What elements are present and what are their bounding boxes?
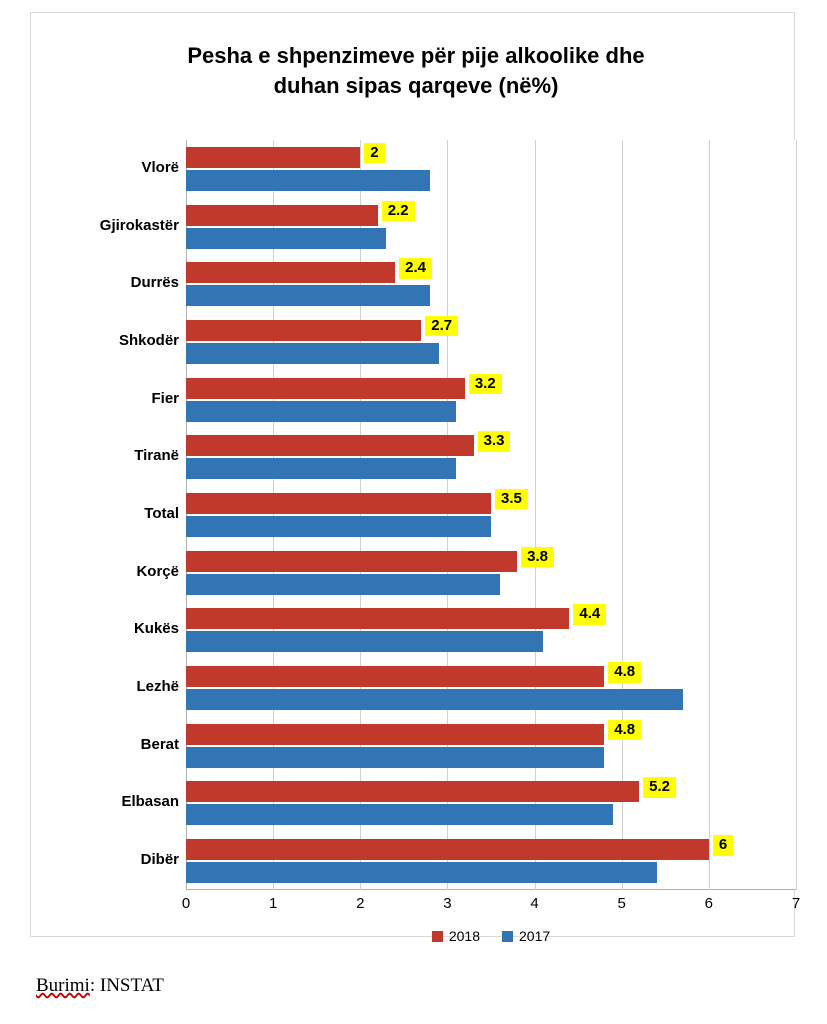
bar-value-label: 4.8 [608, 662, 641, 683]
bar-group [186, 198, 796, 256]
bar-2018 [186, 320, 421, 341]
legend-swatch [502, 931, 513, 942]
bar-2017 [186, 862, 657, 883]
bar-2018 [186, 378, 465, 399]
bar-2017 [186, 170, 430, 191]
bar-2017 [186, 228, 386, 249]
bar-2017 [186, 804, 613, 825]
bar-group [186, 832, 796, 890]
bar-value-label: 3.3 [478, 431, 511, 452]
bar-value-label: 2 [364, 143, 384, 164]
bar-value-label: 6 [713, 835, 733, 856]
x-tick-label: 1 [268, 895, 278, 912]
bar-group [186, 602, 796, 660]
bar-2017 [186, 574, 500, 595]
x-axis-tick-labels [181, 895, 801, 919]
category-label: Kukës [133, 620, 179, 638]
bar-2018 [186, 724, 604, 745]
source-label: Burimi [36, 975, 90, 996]
bar-group [186, 717, 796, 775]
legend-label: 2018 [448, 928, 480, 944]
bar-2018 [186, 551, 517, 572]
legend-swatch [432, 931, 443, 942]
bar-2018 [186, 608, 569, 629]
category-label: Berat [140, 735, 179, 753]
x-tick-label: 7 [791, 895, 801, 912]
x-tick-label: 6 [704, 895, 714, 912]
legend-item [432, 928, 480, 944]
bar-value-label: 4.8 [608, 720, 641, 741]
gridline [796, 140, 797, 890]
category-label: Gjirokastër [99, 216, 179, 234]
bar-group [186, 313, 796, 371]
chart-title-line-1: Pesha e shpenzimeve për pije alkoolike dhe [187, 43, 645, 68]
legend-item [502, 928, 550, 944]
bar-2018 [186, 839, 709, 860]
bar-group [186, 486, 796, 544]
legend-label: 2017 [519, 928, 551, 944]
bar-2017 [186, 285, 430, 306]
bar-2018 [186, 493, 491, 514]
bar-2018 [186, 262, 395, 283]
bar-value-label: 5.2 [643, 777, 676, 798]
chart-legend [186, 925, 796, 947]
bar-group [186, 544, 796, 602]
category-label: Lezhë [136, 678, 179, 696]
category-label: Tiranë [134, 447, 179, 465]
category-label: Total [144, 505, 179, 522]
x-tick-label: 3 [443, 895, 452, 912]
bar-value-label: 3.2 [469, 374, 502, 395]
category-label: Fier [151, 389, 179, 407]
bar-value-label: 2.4 [399, 258, 432, 279]
plot-area [186, 140, 796, 890]
chart-frame [30, 12, 801, 944]
bar-value-label: 3.8 [521, 547, 554, 568]
bar-2017 [186, 343, 439, 364]
x-tick-label: 5 [617, 895, 626, 912]
bar-group [186, 775, 796, 833]
category-axis-labels [41, 140, 179, 890]
bar-group [186, 428, 796, 486]
bar-value-label: 2.7 [425, 316, 458, 337]
bar-2017 [186, 631, 543, 652]
bar-2018 [186, 666, 604, 687]
x-tick-label: 0 [181, 895, 191, 912]
bar-2017 [186, 458, 456, 479]
bar-2017 [186, 689, 683, 710]
category-label: Dibër [140, 851, 179, 869]
source-note [36, 975, 164, 997]
bar-2018 [186, 435, 474, 456]
bar-2018 [186, 147, 360, 168]
category-label: Korçë [136, 562, 179, 580]
source-rest: : INSTAT [89, 975, 164, 996]
category-label: Durrës [130, 274, 179, 292]
bar-2017 [186, 747, 604, 768]
x-tick-label: 2 [356, 895, 365, 912]
x-tick-label: 4 [530, 895, 539, 912]
bar-2018 [186, 205, 378, 226]
bar-2018 [186, 781, 639, 802]
bar-value-label: 2.2 [382, 201, 415, 222]
bar-group [186, 140, 796, 198]
bar-value-label: 3.5 [495, 489, 528, 510]
bar-2017 [186, 516, 491, 537]
bar-group [186, 371, 796, 429]
chart-title-line-2: duhan sipas qarqeve (në%) [273, 72, 559, 98]
bar-value-label: 4.4 [573, 604, 606, 625]
bar-group [186, 659, 796, 717]
chart-title [101, 41, 731, 100]
category-label: Vlorë [141, 158, 179, 176]
category-label: Shkodër [118, 331, 179, 349]
category-label: Elbasan [121, 793, 179, 811]
bar-2017 [186, 401, 456, 422]
bar-group [186, 255, 796, 313]
